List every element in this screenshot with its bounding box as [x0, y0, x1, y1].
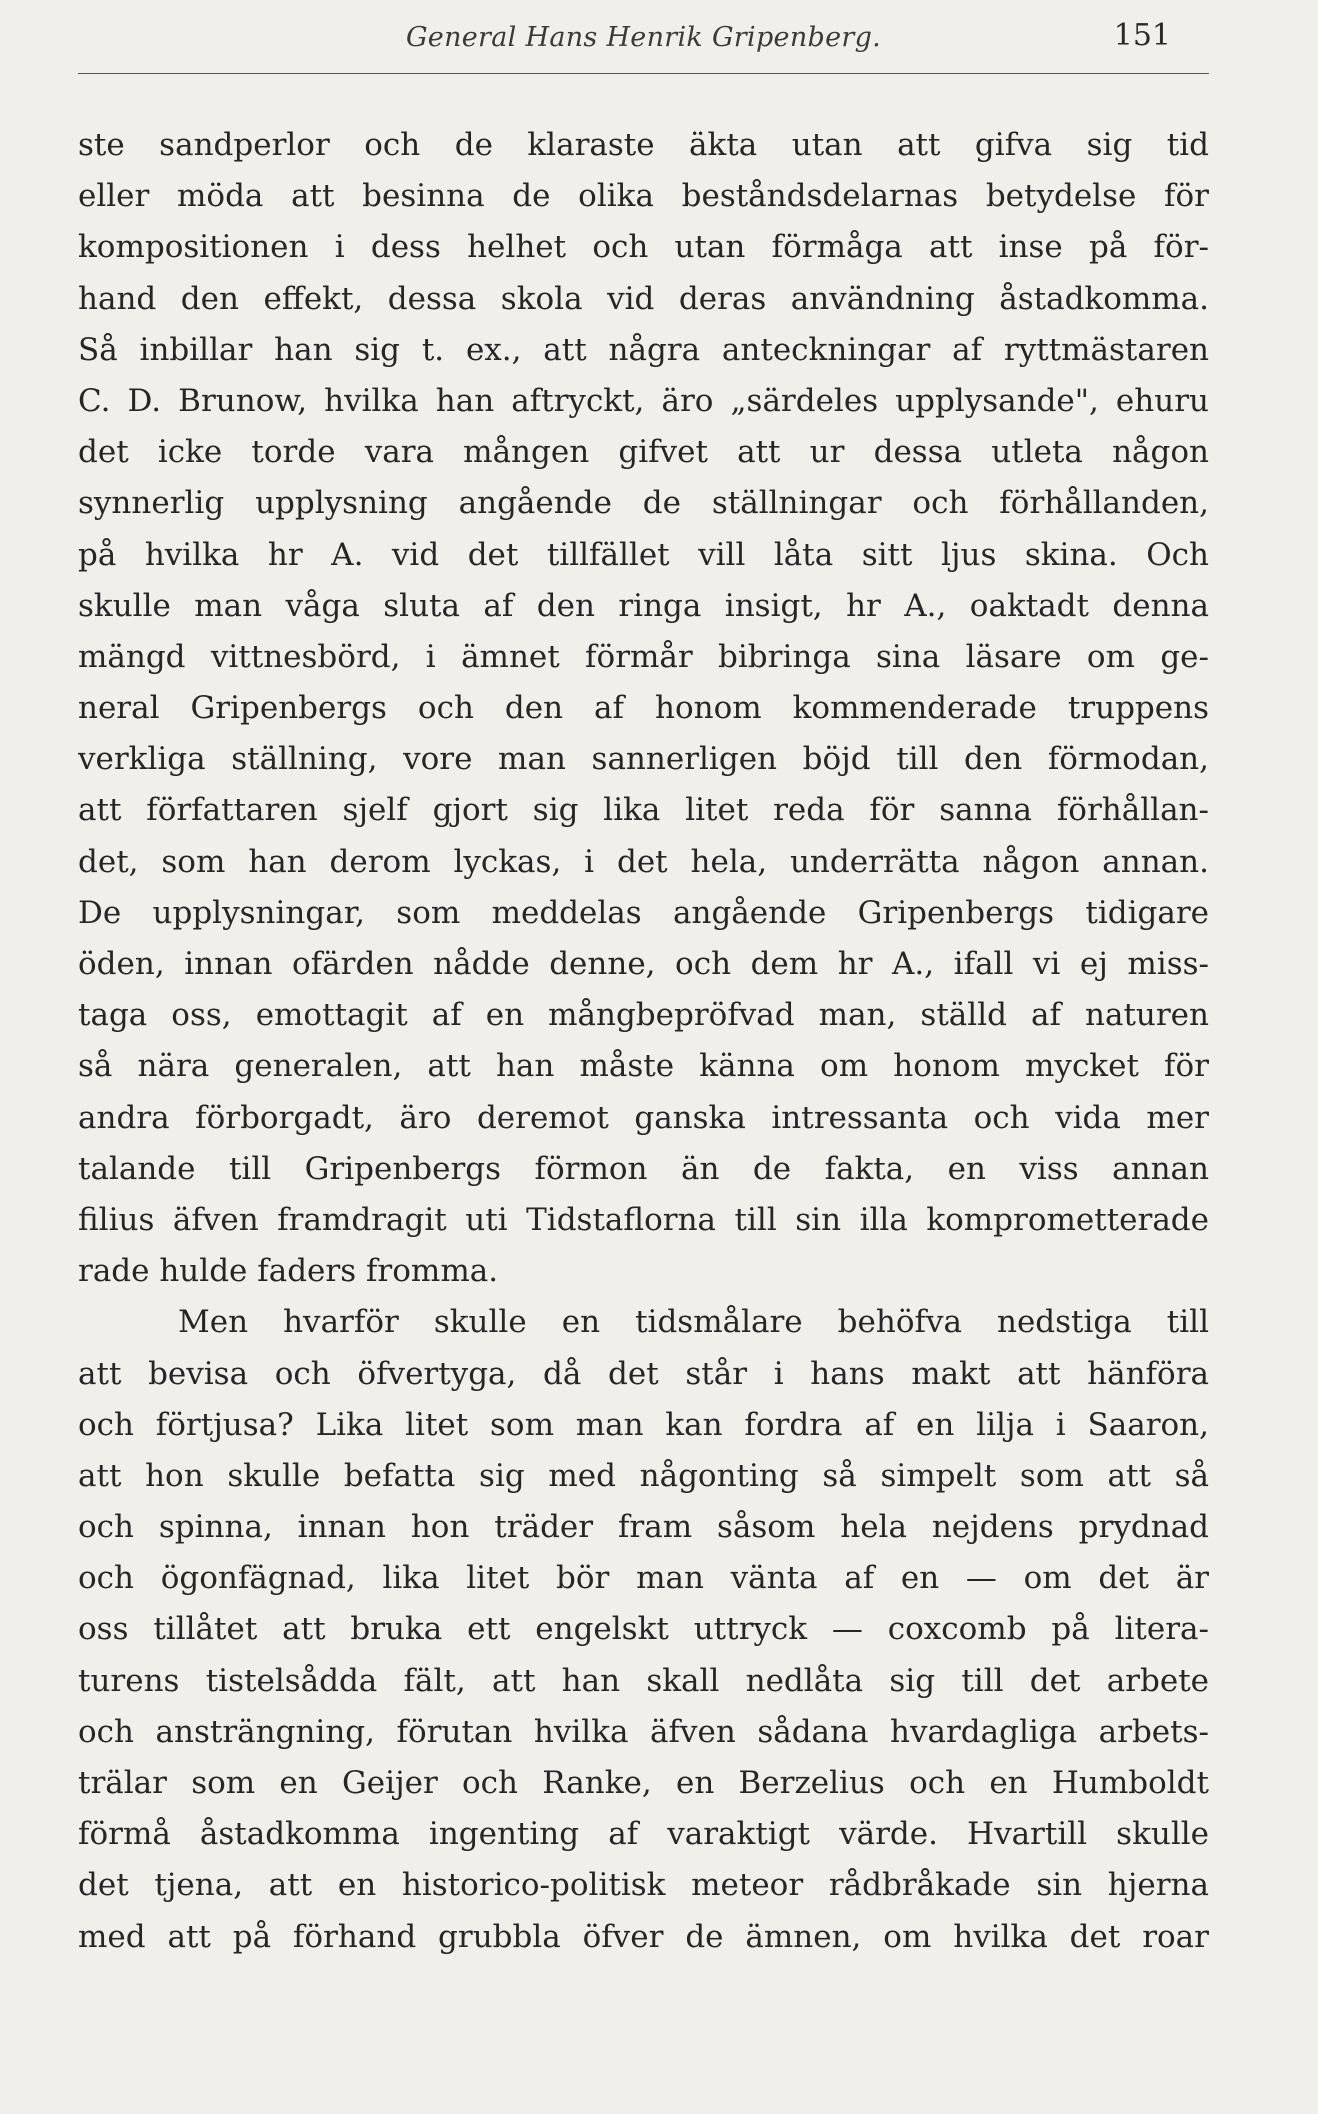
text-line: hand den effekt, dessa skola vid deras användning åstadkomma.	[78, 280, 1209, 317]
running-title: General Hans Henrik Gripenberg.	[405, 22, 882, 53]
text-line: neral Gripenbergs och den af honom kommenderade truppens	[78, 690, 1209, 727]
text-line: det tjena, att en historico-politisk meteor rådbråkade sin hjerna	[78, 1867, 1209, 1904]
text-line: att författaren sjelf gjort sig lika litet reda för sanna förhållan-	[78, 792, 1209, 829]
text-line: att bevisa och öfvertyga, då det står i hans makt att hänföra	[78, 1355, 1209, 1392]
body-text	[78, 120, 1209, 1963]
paragraph-start-line: Men hvarför skulle en tidsmålare behöfva nedstiga till	[178, 1304, 1209, 1341]
text-line: turens tistelsådda fält, att han skall nedlåta sig till det arbete	[78, 1662, 1209, 1699]
header-rule	[78, 73, 1209, 74]
text-line: det, som han derom lyckas, i det hela, underrätta någon annan.	[78, 843, 1209, 880]
page-header	[78, 14, 1209, 66]
text-line: ste sandperlor och de klaraste äkta utan att gifva sig tid	[78, 127, 1209, 163]
text-line: öden, innan ofärden nådde denne, och dem hr A., ifall vi ej miss-	[78, 946, 1209, 982]
text-line: andra förborgadt, äro deremot ganska intressanta och vida mer	[78, 1099, 1209, 1136]
paragraph-end-line: rade hulde faders fromma.	[78, 1253, 499, 1290]
text-line: och ansträngning, förutan hvilka äfven sådana hvardagliga arbets-	[78, 1713, 1209, 1750]
text-line: filius äfven framdragit uti Tidstaflorna till sin illa komprometterade	[78, 1201, 1209, 1238]
text-line: eller möda att besinna de olika beståndsdelarnas betydelse för	[78, 178, 1209, 215]
text-line: mängd vittnesbörd, i ämnet förmår bibringa sina läsare om ge-	[78, 638, 1209, 675]
text-line: synnerlig upplysning angående de ställningar och förhållanden,	[78, 485, 1209, 522]
text-line: med att på förhand grubbla öfver de ämnen, om hvilka det roar	[78, 1918, 1209, 1955]
text-line: och förtjusa? Lika litet som man kan fordra af en lilja i Saaron,	[78, 1406, 1209, 1443]
text-line: kompositionen i dess helhet och utan förmåga att inse på för-	[78, 229, 1209, 266]
text-line: trälar som en Geijer och Ranke, en Berzelius och en Humboldt	[78, 1765, 1209, 1801]
text-line: talande till Gripenbergs förmon än de fakta, en viss annan	[78, 1150, 1209, 1187]
text-line: förmå åstadkomma ingenting af varaktigt värde. Hvartill skulle	[78, 1816, 1209, 1853]
text-line: Så inbillar han sig t. ex., att några anteckningar af ryttmästaren	[78, 331, 1209, 368]
text-line: oss tillåtet att bruka ett engelskt uttryck — coxcomb på litera-	[78, 1611, 1209, 1648]
text-line: De upplysningar, som meddelas angående Gripenbergs tidigare	[78, 894, 1209, 931]
text-line: det icke torde vara mången gifvet att ur dessa utleta någon	[78, 434, 1209, 471]
text-line: taga oss, emottagit af en mångbepröfvad man, ställd af naturen	[78, 997, 1209, 1034]
text-line: verkliga ställning, vore man sannerligen böjd till den förmodan,	[78, 741, 1209, 778]
text-line: så nära generalen, att han måste känna om honom mycket för	[78, 1048, 1209, 1085]
text-line: på hvilka hr A. vid det tillfället vill låta sitt ljus skina. Och	[78, 536, 1209, 573]
text-line: skulle man våga sluta af den ringa insigt, hr A., oaktadt denna	[78, 587, 1209, 624]
text-line: och ögonfägnad, lika litet bör man vänta af en — om det är	[78, 1560, 1209, 1597]
page-number: 151	[1113, 18, 1171, 53]
text-line: och spinna, innan hon träder fram såsom hela nejdens prydnad	[78, 1509, 1209, 1546]
text-line: C. D. Brunow, hvilka han aftryckt, äro „särdeles upplysande", ehuru	[78, 382, 1209, 419]
text-line: att hon skulle befatta sig med någonting så simpelt som att så	[78, 1457, 1209, 1494]
